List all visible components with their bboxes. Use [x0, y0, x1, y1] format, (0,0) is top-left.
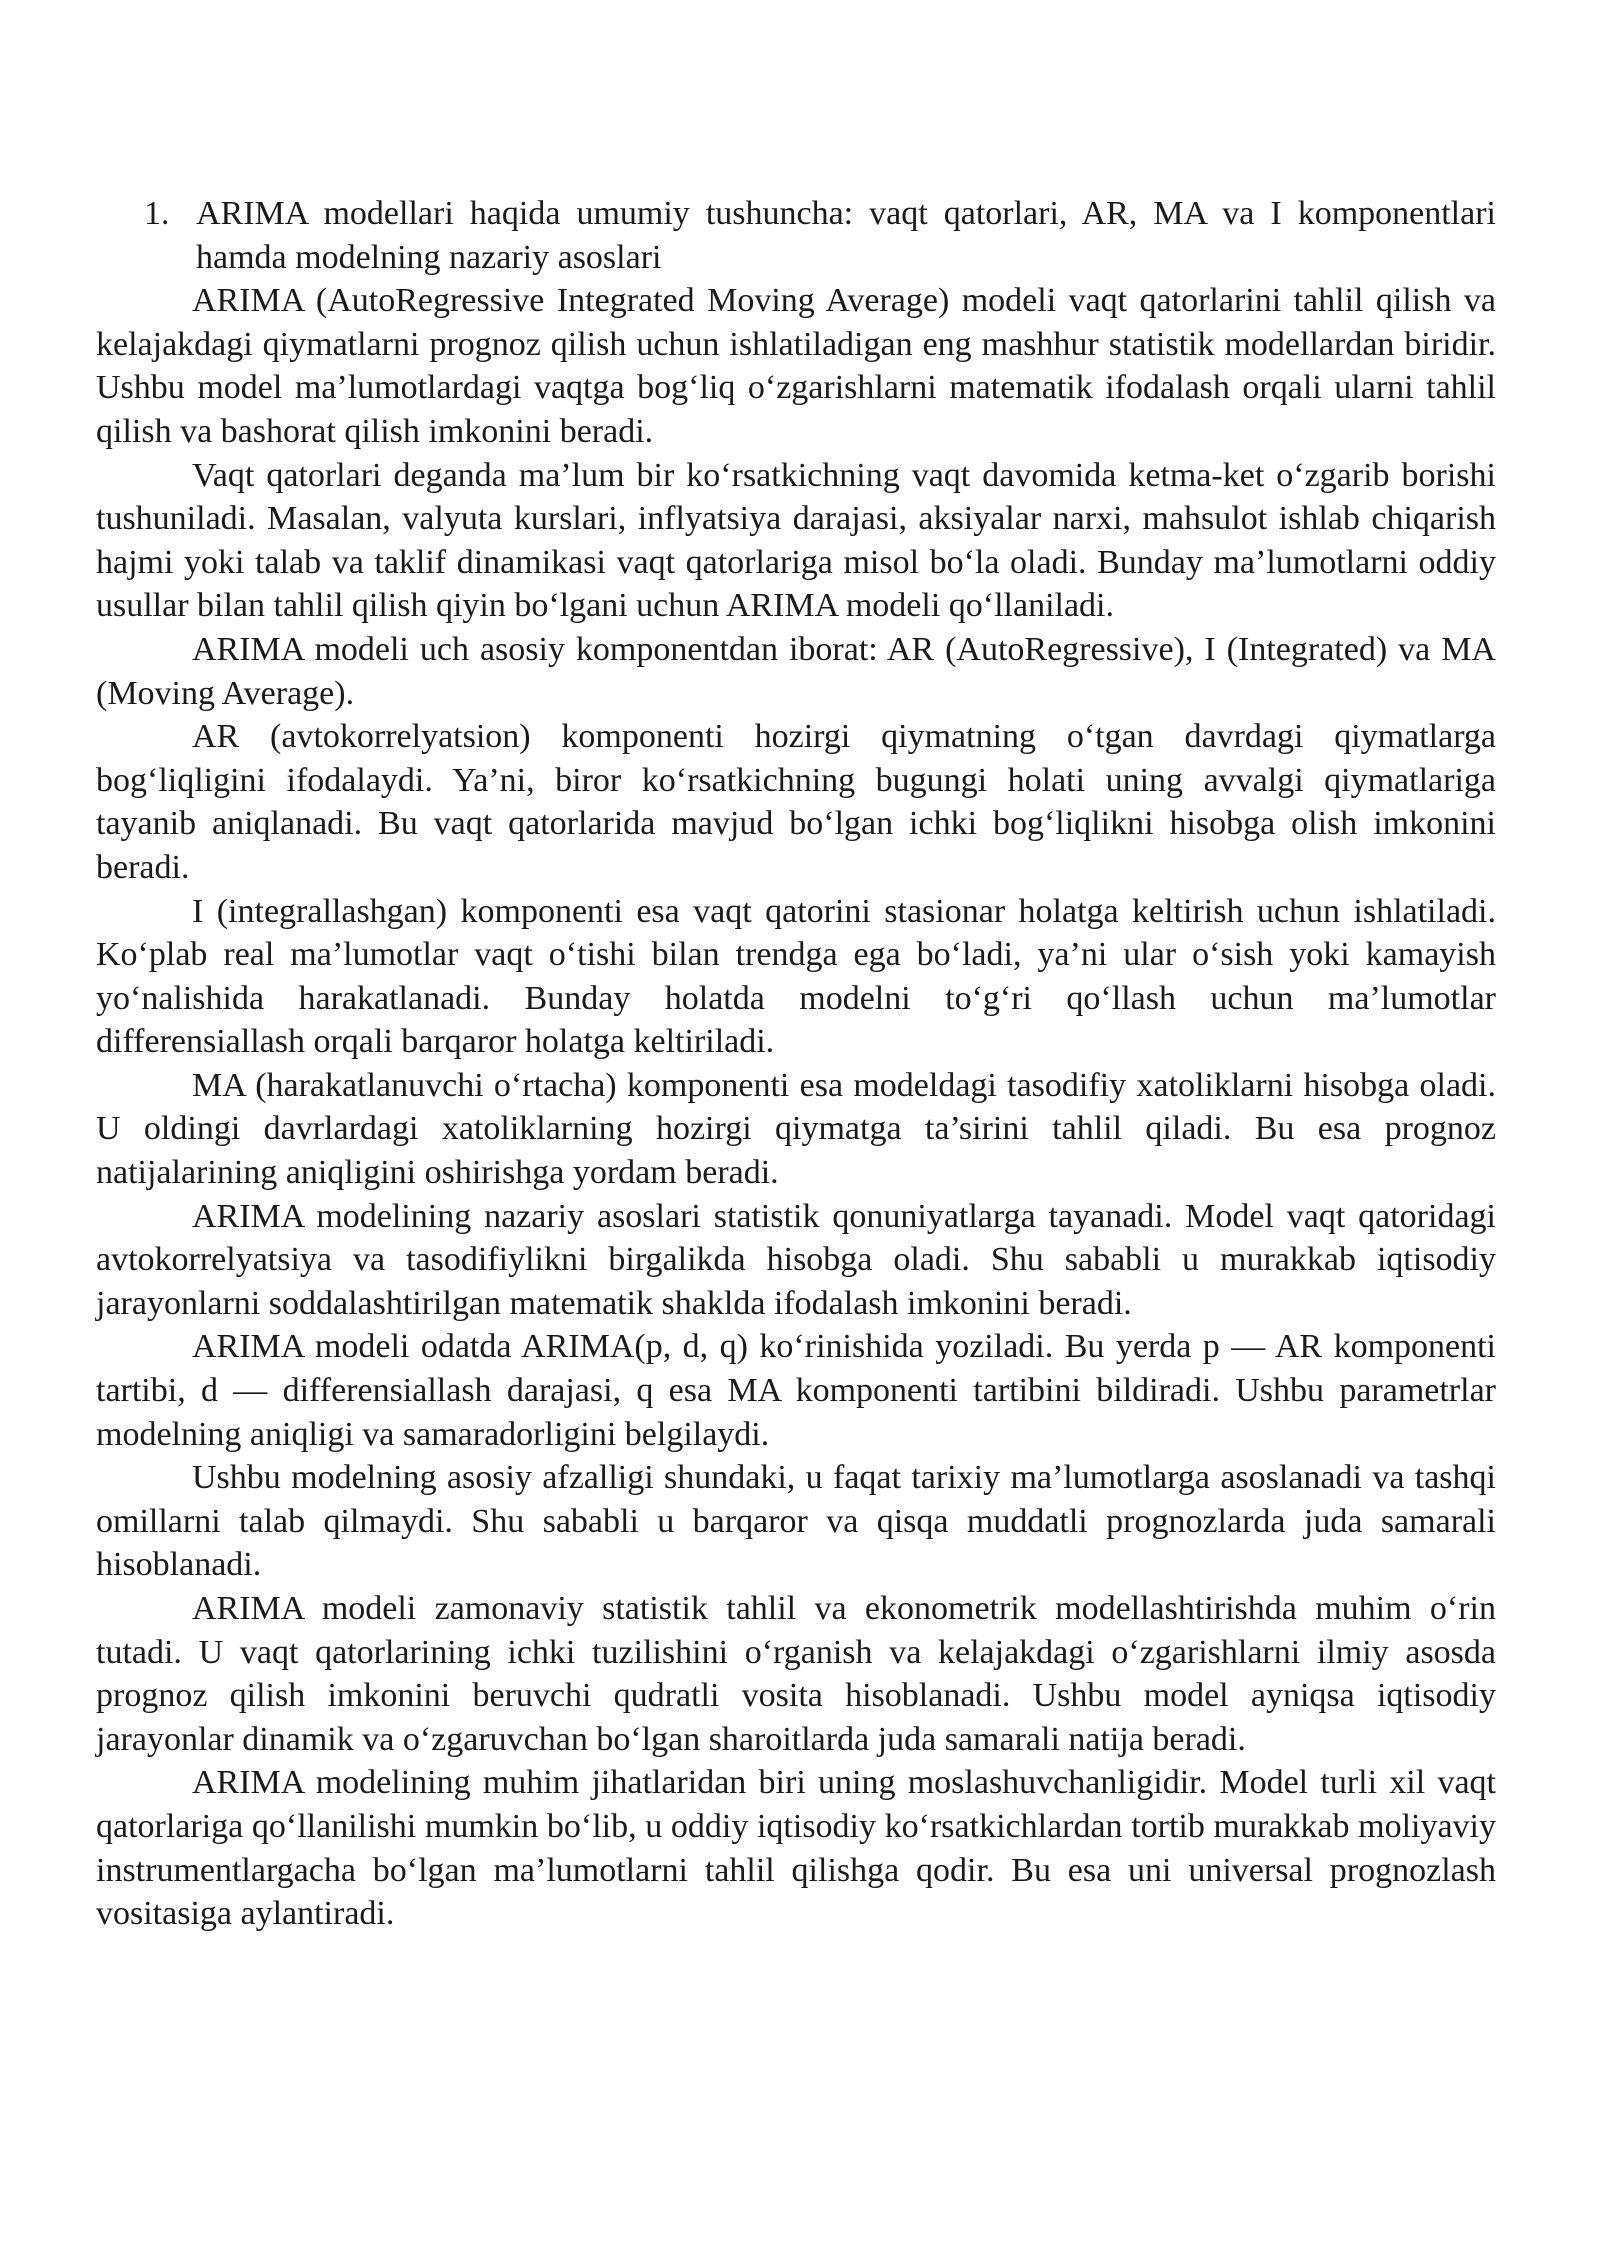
document-page	[96, 192, 1496, 1936]
paragraph: ARIMA modelining muhim jihatlaridan biri uning moslashuvchanligidir. Model turli xil vaqt qatorlariga qo‘llanilishi mumkin bo‘lib, u oddiy iqtisodiy ko‘rsatkichlardan tortib murakkab moliyaviy instrumentlargacha bo‘lgan ma’lumotlarni tahlil qilishga qodir. Bu esa uni universal prognozlash vositasiga aylantiradi.	[96, 1764, 1496, 1933]
section-number-label: 1.	[144, 195, 170, 232]
paragraph: ARIMA modeli uch asosiy komponentdan iborat: AR (AutoRegressive), I (Integrated) va MA (Moving Average).	[96, 630, 1496, 712]
paragraph: ARIMA (AutoRegressive Integrated Moving Average) modeli vaqt qatorlarini tahlil qilish va kelajakdagi qiymatlarni prognoz qilish uchun ishlatiladigan eng mashhur statistik modellardan biridir. Ushbu model ma’lumotlardagi vaqtga bog‘liq o‘zgarishlarni matematik ifodalash orqali ularni tahlil qilish va bashorat qilish imkonini beradi.	[96, 282, 1496, 450]
paragraph: ARIMA modelining nazariy asoslari statistik qonuniyatlarga tayanadi. Model vaqt qatoridagi avtokorrelyatsiya va tasodifiylikni birgalikda hisobga oladi. Shu sababli u murakkab iqtisodiy jarayonlarni soddalashtirilgan matematik shaklda ifodalash imkonini beradi.	[96, 1197, 1496, 1322]
paragraph: ARIMA modeli odatda ARIMA(p, d, q) ko‘rinishida yoziladi. Bu yerda p — AR komponenti tartibi, d — differensiallash darajasi, q esa MA komponenti tartibini bildiradi. Ushbu parametrlar modelning aniqligi va samaradorligini belgilaydi.	[96, 1328, 1496, 1453]
paragraph: Vaqt qatorlari deganda ma’lum bir ko‘rsatkichning vaqt davomida ketma-ket o‘zgarib borishi tushuniladi. Masalan, valyuta kurslari, inflyatsiya darajasi, aksiyalar narxi, mahsulot ishlab chiqarish hajmi yoki talab va taklif dinamikasi vaqt qatorlariga misol bo‘la oladi. Bunday ma’lumotlarni oddiy usullar bilan tahlil qilish qiyin bo‘lgani uchun ARIMA modeli qo‘llaniladi.	[96, 456, 1496, 625]
paragraph: ARIMA modeli zamonaviy statistik tahlil va ekonometrik modellashtirishda muhim o‘rin tutadi. U vaqt qatorlarining ichki tuzilishini o‘rganish va kelajakdagi o‘zgarishlarni ilmiy asosda prognoz qilish imkonini beruvchi qudratli vosita hisoblanadi. Ushbu model ayniqsa iqtisodiy jarayonlar dinamik va o‘zgaruvchan bo‘lgan sharoitlarda juda samarali natija beradi.	[96, 1590, 1496, 1758]
paragraph: MA (harakatlanuvchi o‘rtacha) komponenti esa modeldagi tasodifiy xatoliklarni hisobga oladi. U oldingi davrlardagi xatoliklarning hozirgi qiymatga ta’sirini tahlil qiladi. Bu esa prognoz natijalarining aniqligini oshirishga yordam beradi.	[96, 1066, 1496, 1192]
paragraph: Ushbu modelning asosiy afzalligi shundaki, u faqat tarixiy ma’lumotlarga asoslanadi va tashqi omillarni talab qilmaydi. Shu sababli u barqaror va qisqa muddatli prognozlarda juda samarali hisoblanadi.	[96, 1459, 1496, 1584]
paragraph: I (integrallashgan) komponenti esa vaqt qatorini stasionar holatga keltirish uchun ishlatiladi. Ko‘plab real ma’lumotlar vaqt o‘tishi bilan trendga ega bo‘ladi, ya’ni ular o‘sish yoki kamayish yo‘nalishida harakatlanadi. Bunday holatda modelni to‘g‘ri qo‘llash uchun ma’lumotlar differensiallash orqali barqaror holatga keltiriladi.	[96, 892, 1496, 1061]
section-number	[96, 192, 196, 279]
section-title: ARIMA modellari haqida umumiy tushuncha: vaqt qatorlari, AR, MA va I komponentlari hamda modelning nazariy asoslari	[196, 195, 1496, 276]
section-heading	[96, 192, 1496, 279]
paragraph: AR (avtokorrelyatsion) komponenti hozirgi qiymatning o‘tgan davrdagi qiymatlarga bog‘liqligini ifodalaydi. Ya’ni, biror ko‘rsatkichning bugungi holati uning avvalgi qiymatlariga tayanib aniqlanadi. Bu vaqt qatorlarida mavjud bo‘lgan ichki bog‘liqlikni hisobga olish imkonini beradi.	[96, 718, 1496, 886]
